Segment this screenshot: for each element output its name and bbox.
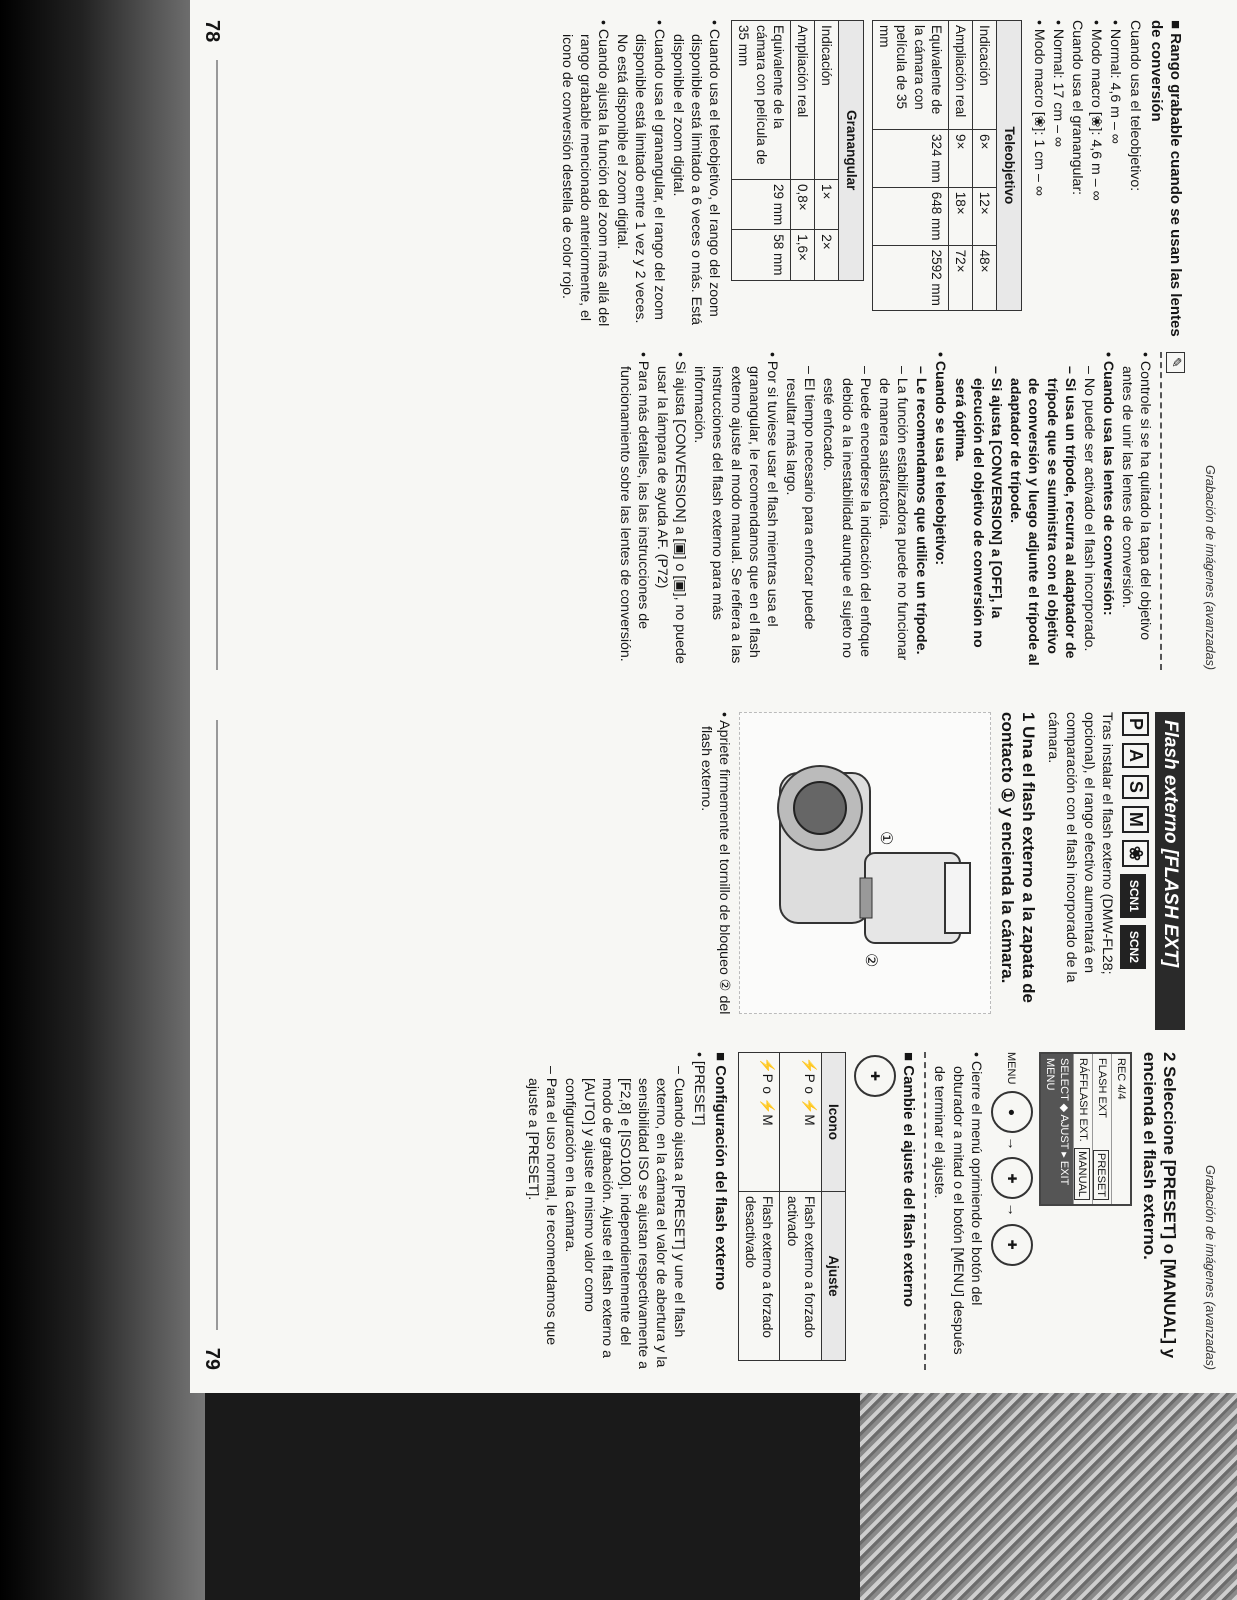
menu-item-flash-ext [1092,1054,1111,1204]
scn2-icon: SCN2 [1120,925,1145,969]
table-row [790,21,814,281]
section-heading: ■ Rango grabable cuando se usan las lentes de conversión [1147,20,1185,338]
rec-menu [1039,1052,1132,1206]
menu-item-value: PRESET [1093,1150,1109,1200]
cell: 29 mm [732,180,791,230]
menu-item-burst-flash [1073,1054,1092,1204]
intro-text: Tras instalar el flash externo (DMW-FL28; opcional), el rango efectivo aumentará en comparación con el flash incorporado de la cámara. [1044,712,1116,983]
caution-item: – La función estabilizadora puede no funcionar de manera satisfactoria. [875,366,911,661]
cell: 2× [815,230,839,280]
step-1: 1 Una el flash externo a la zapata de contacto ① y encienda la cámara. [998,712,1038,1004]
cell: 18× [948,187,972,245]
cell: Flash externo a forzado activado [780,1192,822,1361]
config-item: – Para el uso normal, le recomendamos que ajuste a [PRESET]. [525,1066,560,1346]
cell: 6× [973,130,997,188]
camera-icon [740,713,990,1013]
cell: 9× [948,130,972,188]
table-row [815,21,839,281]
page-79 [190,700,1230,1390]
cell: 2592 mm [872,245,948,310]
caution-icon: ✎ [1166,352,1185,373]
cell: 648 mm [872,187,948,245]
text-line: • Modo macro [❀]: 4,6 m – ∞ [1088,20,1105,201]
dpad-icon: ✚ [854,1055,896,1097]
cell: ⚡P o ⚡M [738,1053,780,1192]
text-line: • Normal: 4,6 m – ∞ [1107,20,1124,144]
table-row [973,21,997,311]
left-column-1 [557,20,1185,338]
cell: Ampliación real [948,21,972,130]
page-header: Grabación de imágenes (avanzadas) [1203,465,1217,670]
cell: 1,6× [790,230,814,280]
text-line: Cuando usa el granangular: [1069,20,1086,196]
cell: 72× [948,245,972,310]
caution-item: – No puede ser activado el flash incorporado. [1080,366,1097,652]
section-heading: ■ Configuración del flash externo [711,1052,730,1370]
left-column-2 [614,352,1185,670]
section-banner: Flash externo [FLASH EXT] [1155,712,1185,1030]
mode-s-icon: S [1122,775,1149,799]
cell: 0,8× [790,180,814,230]
caution-item: – Si usa un trípode, recurra al adaptador de trípode que se suministra con el objetivo de conversión y luego adjunte el trípode al adaptador de trípode. [1007,366,1078,666]
caution-item: • Cuando usa las lentes de conversión: [1100,352,1117,616]
dpad-icon: ✚ [991,1157,1033,1199]
background-shadow [0,0,205,1600]
note: • Apriete firmemente el tornillo de bloqueo ② del flash externo. [697,712,732,1015]
tele-table [872,20,1022,311]
divider [216,720,218,1330]
cell: 58 mm [732,230,791,280]
scn1-icon: SCN1 [1120,874,1145,918]
table-row [780,1053,822,1361]
menu-item-value: MANUAL [1074,1148,1090,1200]
menu-illustration [991,1052,1132,1370]
caution-item: – Puede encenderse la indicación del enfoque debido a la inestabilidad aunque el sujeto no esté enfocado. [820,366,873,659]
callout-2: ② [861,953,879,968]
page-number: 79 [200,1347,223,1370]
note: • Cierre el menú oprimiendo el botón del obturador a mitad o el botón [MENU] después de terminar el ajuste. [931,1052,984,1355]
step-2: 2 Seleccione [PRESET] o [MANUAL] y encienda el flash externo. [1139,1052,1179,1359]
col-header: Ajuste [821,1192,845,1361]
mode-m-icon: M [1122,806,1149,833]
section-heading: ■ Cambie el ajuste del flash externo [899,1052,918,1370]
cell: Equivalente de la cámara con película de 35 mm [872,21,948,130]
divider [1160,352,1162,670]
menu-button-label: MENU [1004,1052,1017,1085]
table-row [738,1053,780,1361]
cell: ⚡P o ⚡M [780,1053,822,1192]
caution-item: • Para más detalles, las las instrucciones de funcionamiento sobre las lentes de conversión. [616,352,651,662]
caution-item: • Por si tuviese usar el flash mientras usa el granangular, le recomendamos que en el flash externo ajuste al modo manual. Se refiera a las instrucciones del flash externo para más información. [691,352,780,664]
cell: 12× [973,187,997,245]
mode-a-icon: A [1122,743,1149,768]
wide-table [731,20,864,281]
cell: Indicación [815,21,839,180]
table-row [872,21,948,311]
page-78 [190,0,1230,690]
background-fabric [860,1390,1237,1600]
mode-p-icon: P [1122,712,1149,736]
table-row [821,1053,845,1361]
divider [924,1052,926,1370]
caution-item: • Controle si se ha quitado la tapa del objetivo antes de unir las lentes de conversión. [1119,352,1154,641]
table-title: Granangular [839,21,863,281]
caution-item: – Si ajusta [CONVERSION] a [OFF], la ejecución del objetivo de conversión no será óptima. [951,366,1004,648]
page-number: 78 [200,20,223,43]
document-sheet [190,0,1237,1393]
mode-icons [1120,712,1148,1030]
menu-footer: SELECT ◆ AJUST ▸ EXIT MENU [1041,1054,1073,1204]
caution-list [615,352,1154,670]
page-header: Grabación de imágenes (avanzadas) [1203,1165,1217,1370]
dpad-icon: ✚ [991,1224,1033,1266]
flash-setting-table [738,1052,846,1361]
caution-item: – El tiempo necesario para enfocar puede resultar más largo. [783,366,818,630]
cell: Flash externo a forzado desactivado [738,1192,780,1361]
button-sequence: MENU ●→ ✚→ ✚ [991,1052,1033,1370]
rotated-spread [190,0,1230,1390]
callout-1: ① [876,831,894,846]
cell: 48× [973,245,997,310]
text-line: • Modo macro [❀]: 1 cm – ∞ [1030,20,1047,196]
caution-item: • Si ajusta [CONVERSION] a [▣] o [▣], no puede usar la lámpara de ayuda AF. (P72) [653,352,689,664]
macro-mode-icon: ❀ [1122,840,1149,867]
text-line: • Normal: 17 cm – ∞ [1049,20,1066,148]
cell: 324 mm [872,130,948,188]
note: • Cuando usa el teleobjetivo, el rango del zoom disponible está limitado a 6 veces o más. Está disponible el zoom digital. [669,20,723,325]
col-header: Icono [821,1053,845,1192]
caution-item: – Le recomendamos que utilice un trípode. [913,366,930,655]
note: • Cuando usa el granangular, el rango del zoom disponible está limitado entre 1 vez y 2 veces. No está disponible el zoom digital. [614,20,667,324]
table-row [948,21,972,311]
cell: Equivalente de la cámara con película de 35 mm [732,21,791,180]
table-title: Teleobjetivo [997,21,1021,311]
config-item: • [PRESET] [690,1052,707,1126]
right-column-1 [696,712,1185,1030]
cell: Ampliación real [790,21,814,180]
menu-item-label: RÁFFLASH EXT. [1077,1058,1090,1142]
table-row [732,21,791,281]
menu-button-icon: ● [991,1091,1033,1133]
menu-item-label: FLASH EXT [1096,1058,1109,1118]
note: • Cuando ajusta la función del zoom más allá del rango grabable mencionado anteriormente, el icono de conversión destella de color rojo. [558,20,612,327]
text-line: Cuando usa el teleobjetivo: [1126,20,1143,192]
menu-title: REC 4/4 [1111,1054,1130,1204]
config-item: – Cuando ajusta a [PRESET] y une el flash externo, en la cámara el valor de abertura y la sensibilidad ISO se ajustan respectivamente a [F2,8] e [ISO100], independientemente del modo de grabación. Ajuste el flash externo a [AUTO] y ajuste el mismo valor como configuración en la cámara. [562,1066,688,1370]
caution-item: • Cuando se usa el teleobjetivo: [932,352,949,566]
divider [216,60,218,670]
right-column-2 [523,1052,1185,1370]
cell: 1× [815,180,839,230]
camera-flash-illustration [739,712,991,1014]
cell: Indicación [973,21,997,130]
